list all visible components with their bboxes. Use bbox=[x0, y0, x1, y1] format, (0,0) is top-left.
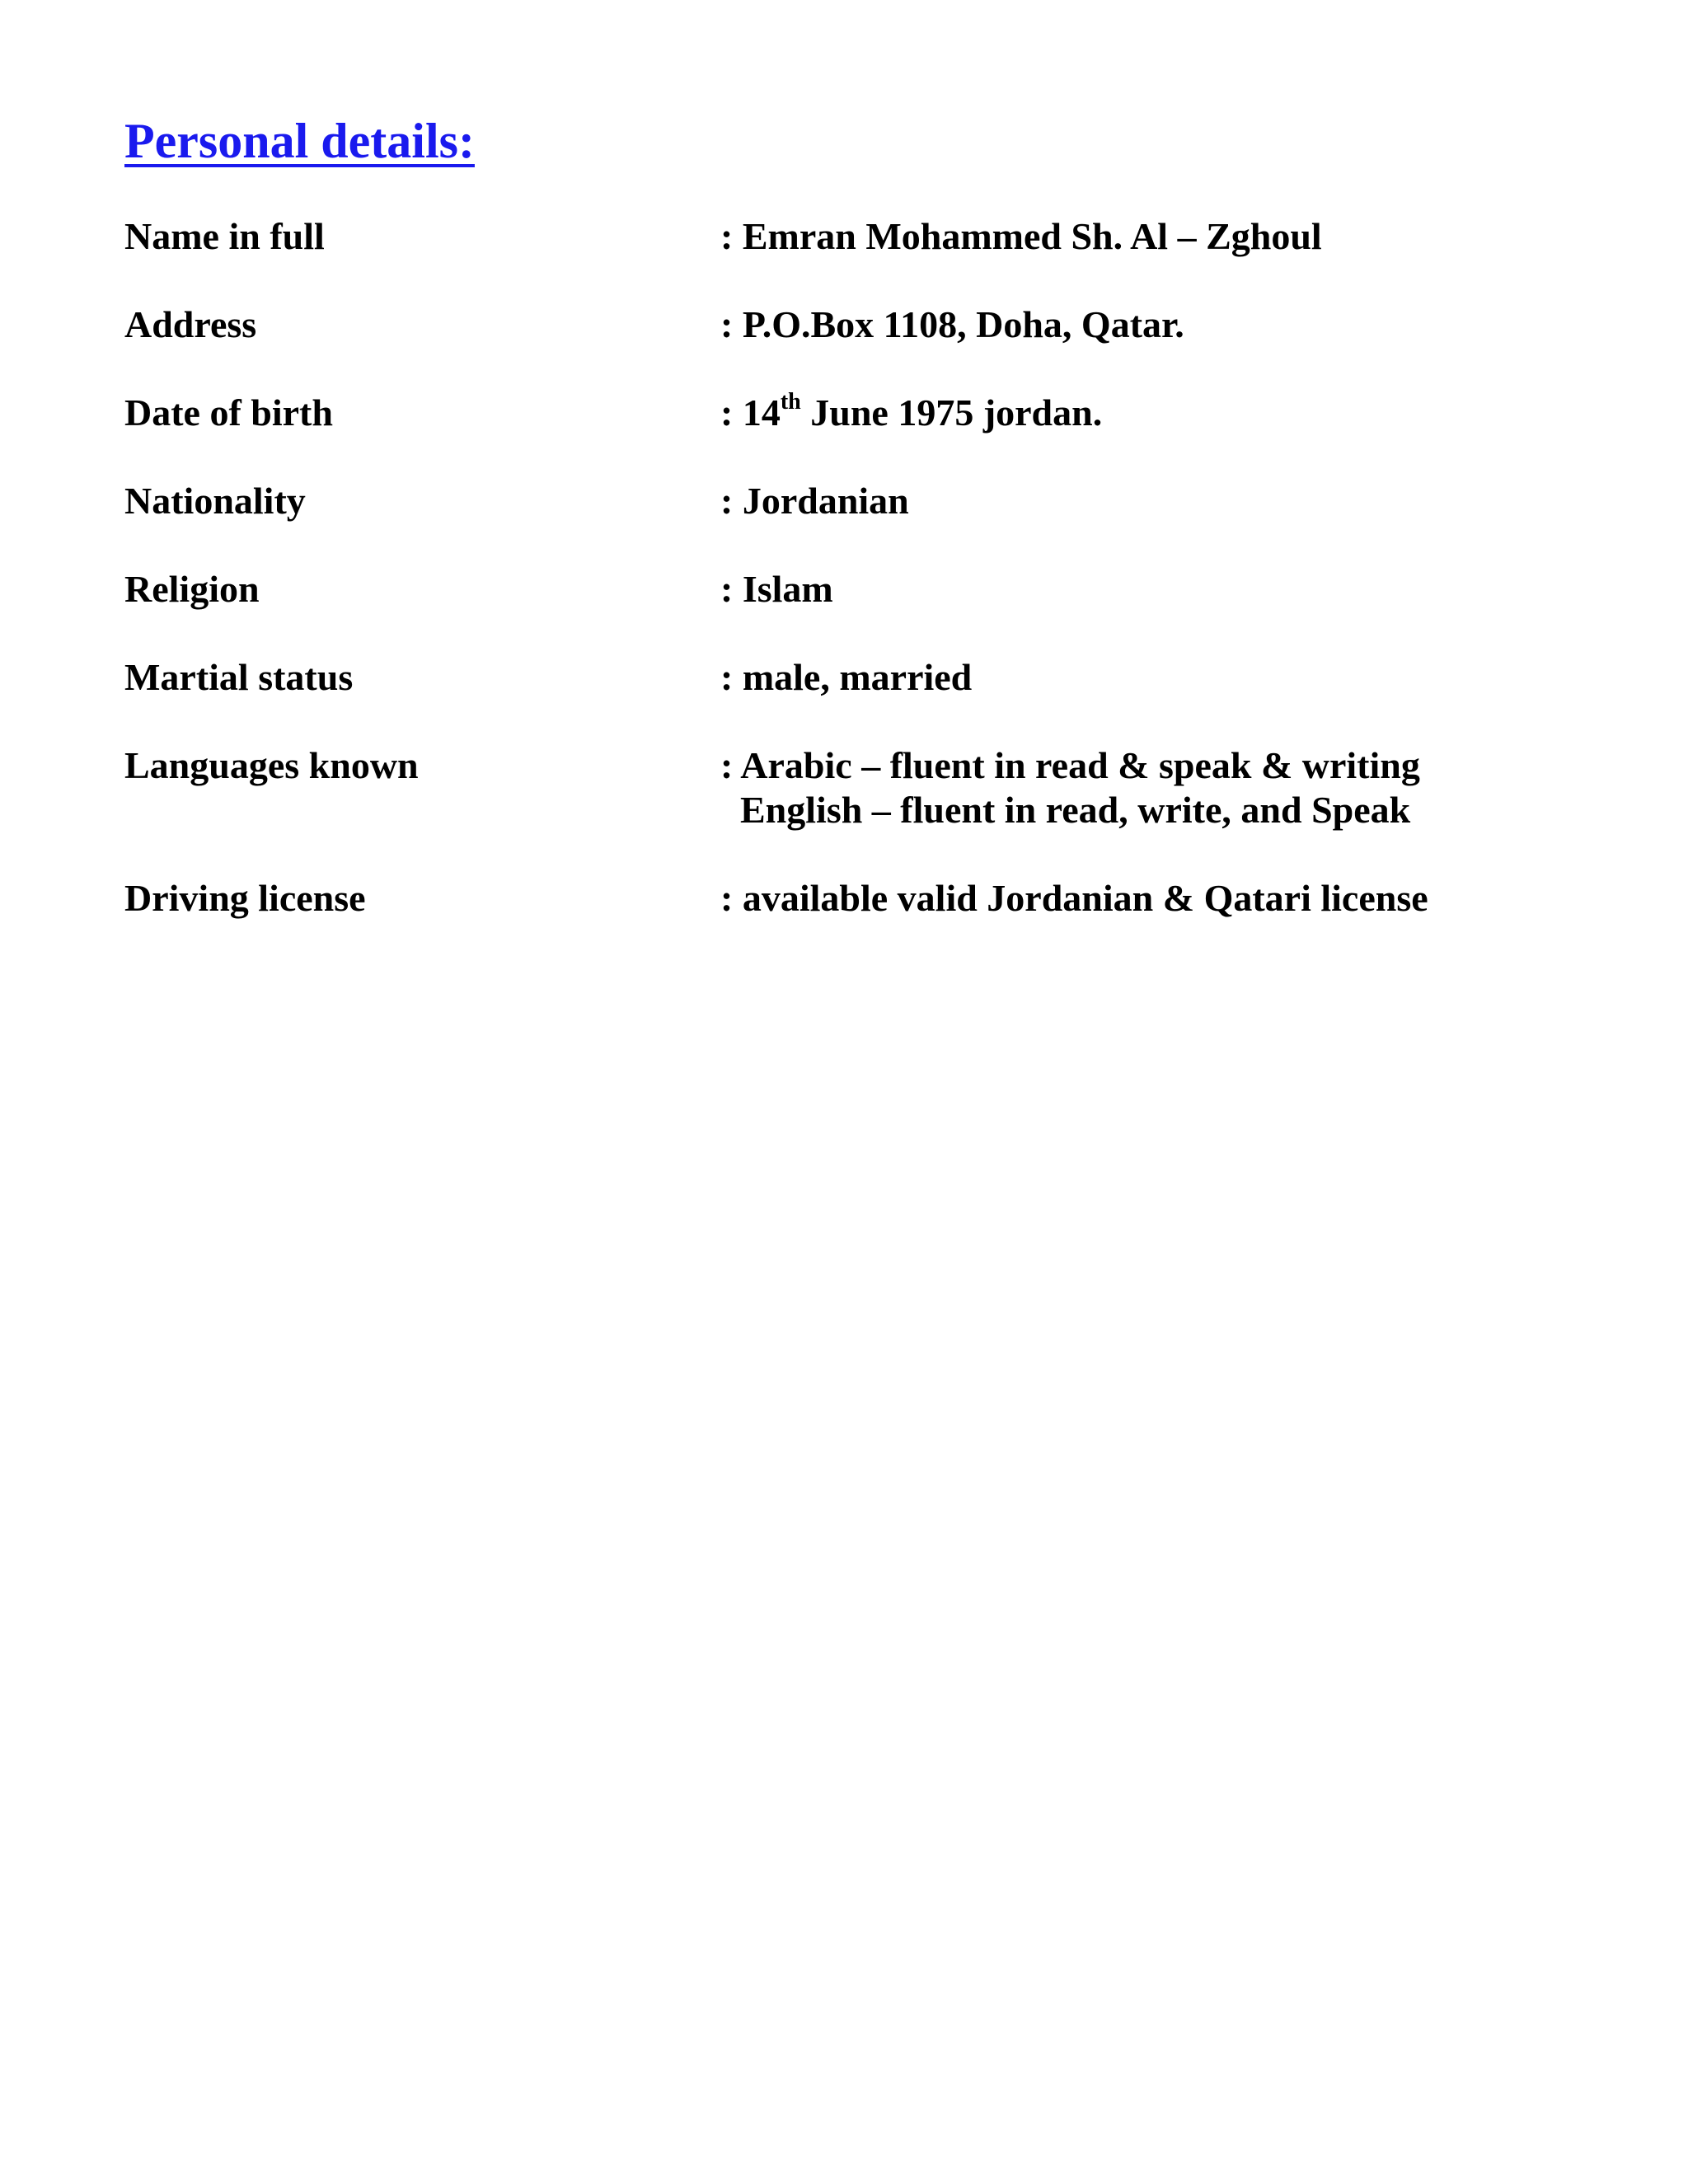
detail-value bbox=[720, 743, 1420, 832]
detail-value-suffix: June 1975 jordan. bbox=[800, 391, 1103, 434]
detail-value-line1: : Arabic – fluent in read & speak & writing bbox=[720, 744, 1420, 786]
section-heading: Personal details: bbox=[124, 114, 475, 168]
ordinal-suffix: th bbox=[780, 388, 801, 415]
detail-label: Name in full bbox=[124, 215, 325, 257]
detail-value bbox=[720, 388, 1103, 435]
detail-label: Address bbox=[124, 303, 257, 345]
detail-value: : available valid Jordanian & Qatari license bbox=[720, 877, 1428, 919]
detail-value-line2: English – fluent in read, write, and Speak bbox=[740, 789, 1411, 831]
detail-label: Nationality bbox=[124, 480, 306, 522]
detail-label: Religion bbox=[124, 568, 260, 610]
detail-label: Date of birth bbox=[124, 391, 333, 434]
detail-value: : male, married bbox=[720, 656, 973, 698]
detail-value: : Islam bbox=[720, 568, 833, 610]
detail-label: Languages known bbox=[124, 744, 419, 786]
detail-value-prefix: : 14 bbox=[720, 391, 781, 434]
detail-value: : Emran Mohammed Sh. Al – Zghoul bbox=[720, 215, 1322, 257]
detail-value: : Jordanian bbox=[720, 480, 909, 522]
detail-value: : P.O.Box 1108, Doha, Qatar. bbox=[720, 303, 1184, 345]
detail-label: Martial status bbox=[124, 656, 354, 698]
detail-label: Driving license bbox=[124, 877, 366, 919]
